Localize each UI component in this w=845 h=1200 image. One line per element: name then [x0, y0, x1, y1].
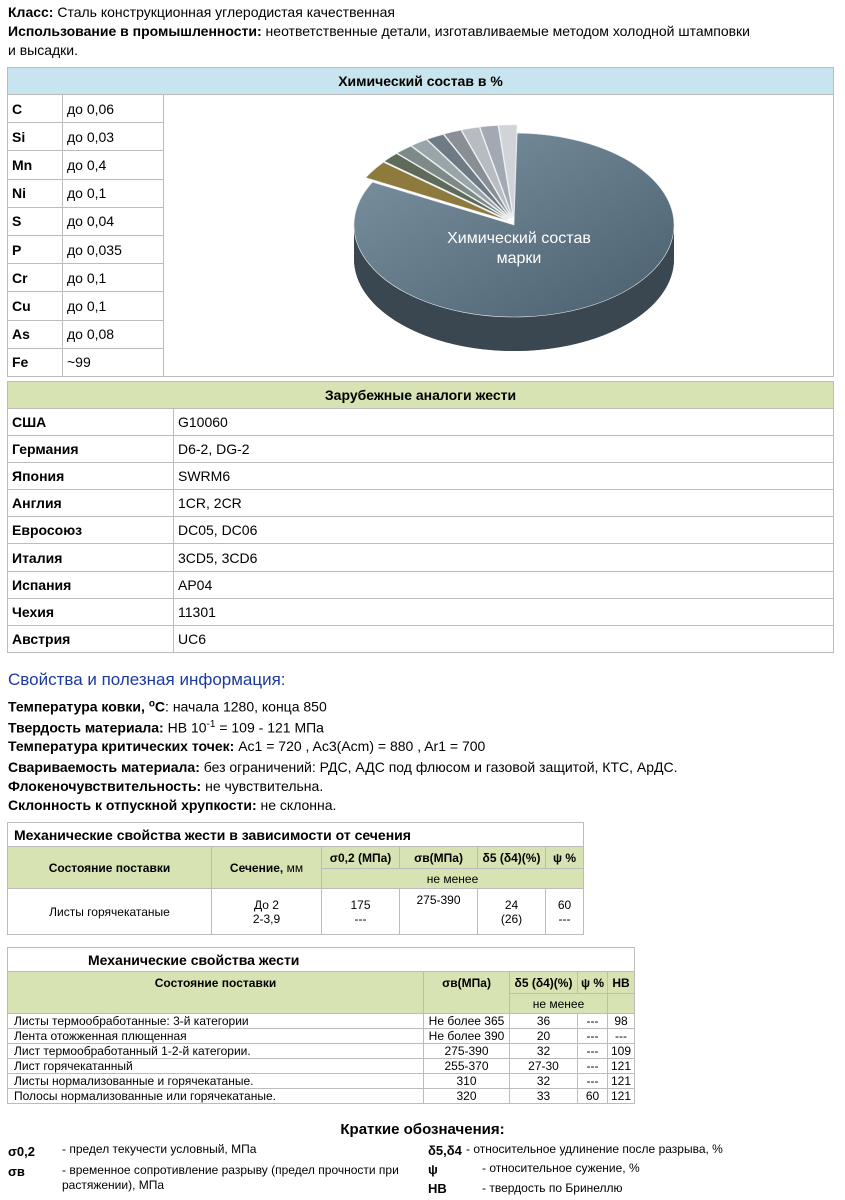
psi-1: 60 — [557, 897, 572, 912]
legend-psi-text: - относительное сужение, % — [482, 1161, 640, 1175]
hardness-value-a: HB 10 — [167, 719, 207, 736]
d-cell: 27-30 — [510, 1059, 578, 1074]
table-row — [8, 1059, 635, 1074]
legend-d-text: - относительное удлинение после разрыва, % — [466, 1142, 723, 1156]
flock-value: не чувствительна. — [205, 778, 324, 794]
value-cell: до 0,4 — [63, 151, 164, 179]
usage-line-2 — [8, 42, 78, 59]
element-cell: Si — [8, 123, 63, 151]
weld-label: Свариваемость материала: — [8, 759, 200, 775]
forging-line: Температура ковки, $^o$С: начала 1280, конца 850 — [8, 698, 327, 715]
state-cell: Полосы нормализованные или горячекатаные. — [8, 1089, 424, 1104]
legend-sv-text-1: - временное сопротивление разрыву (предел прочности при — [62, 1163, 399, 1177]
sv-cell: 275-390 — [424, 1044, 510, 1059]
country-cell: США — [8, 409, 174, 436]
value-cell: до 0,035 — [63, 235, 164, 263]
grade-cell: SWRM6 — [174, 463, 834, 490]
sv-cell: 310 — [424, 1074, 510, 1089]
state-cell: Лист горячекатанный — [8, 1059, 424, 1074]
mech2-h-hb: HB — [608, 972, 635, 994]
mech1-row-d — [478, 889, 546, 935]
mech-properties-table — [7, 947, 635, 1104]
value-cell: до 0,1 — [63, 179, 164, 207]
properties-title: Свойства и полезная информация: — [8, 670, 286, 689]
table-row — [8, 436, 834, 463]
psi-cell: --- — [578, 1074, 608, 1089]
state-cell: Листы нормализованные и горячекатаные. — [8, 1074, 424, 1089]
table-row — [8, 1029, 635, 1044]
chart-label-1: Химический состав — [447, 230, 591, 247]
grade-cell: UC6 — [174, 625, 834, 652]
d-cell: 20 — [510, 1029, 578, 1044]
d-cell: 33 — [510, 1089, 578, 1104]
element-cell: Fe — [8, 348, 63, 376]
class-label: Класс: — [8, 4, 54, 20]
temper-line — [8, 796, 336, 814]
d-cell: 36 — [510, 1014, 578, 1029]
mech2-h-state: Состояние поставки — [8, 972, 424, 1014]
psi-2: --- — [558, 911, 571, 926]
country-cell: Япония — [8, 463, 174, 490]
chemistry-table — [7, 67, 834, 377]
legend-sv-text-2: растяжении), МПа — [62, 1178, 165, 1192]
country-cell: Италия — [8, 544, 174, 571]
mech1-h-state: Состояние поставки — [8, 847, 212, 889]
table-row — [8, 571, 834, 598]
legend-s02-symbol: σ0,2 — [8, 1144, 35, 1159]
d-cell: 32 — [510, 1074, 578, 1089]
country-cell: Англия — [8, 490, 174, 517]
legend-sv-text — [62, 1163, 422, 1193]
element-cell: Cr — [8, 264, 63, 292]
hb-cell: 98 — [608, 1014, 635, 1029]
sv-cell: Не более 365 — [424, 1014, 510, 1029]
grade-cell: DC05, DC06 — [174, 517, 834, 544]
sv-cell: 255-370 — [424, 1059, 510, 1074]
mech1-h-sv: σв(МПа) — [400, 847, 478, 869]
table-row — [8, 1014, 635, 1029]
table-row — [8, 490, 834, 517]
element-cell: C — [8, 95, 63, 123]
mech1-h-psi: ψ % — [546, 847, 584, 869]
hb-cell: 121 — [608, 1089, 635, 1104]
country-cell: Евросоюз — [8, 517, 174, 544]
grade-cell: 3CD5, 3CD6 — [174, 544, 834, 571]
state-cell: Листы термообработанные: 3-й категории — [8, 1014, 424, 1029]
legend-d-symbol: δ5,δ4 — [428, 1143, 462, 1158]
critical-value: Ac1 = 720 , Ac3(Acm) = 880 , Ar1 = 700 — [238, 738, 486, 754]
sv-cell: 320 — [424, 1089, 510, 1104]
mech1-title: Механические свойства жести в зависимости от сечения — [8, 823, 584, 847]
forging-label: Температура ковки, — [8, 698, 145, 715]
value-cell: до 0,08 — [63, 320, 164, 348]
table-row — [8, 598, 834, 625]
country-cell: Германия — [8, 436, 174, 463]
state-cell: Лента отожженная плющенная — [8, 1029, 424, 1044]
element-cell: S — [8, 207, 63, 235]
table-row — [8, 1089, 635, 1104]
sv-cell: Не более 390 — [424, 1029, 510, 1044]
mech1-row-state: Листы горячекатаные — [8, 889, 212, 935]
hb-cell: 121 — [608, 1074, 635, 1089]
chart-label-2: марки — [496, 250, 542, 267]
pie-chart — [164, 95, 832, 373]
country-cell: Чехия — [8, 598, 174, 625]
d-cell: 32 — [510, 1044, 578, 1059]
table-row — [8, 517, 834, 544]
value-cell: до 0,04 — [63, 207, 164, 235]
mech1-row-psi — [546, 889, 584, 935]
hb-cell: --- — [608, 1029, 635, 1044]
mech1-h-s02: σ0,2 (МПа) — [322, 847, 400, 869]
temper-label: Склонность к отпускной хрупкости: — [8, 797, 257, 813]
table-row — [8, 463, 834, 490]
mech2-not-less: не менее — [510, 994, 608, 1014]
usage-value-2: и высадки. — [8, 42, 78, 58]
mech2-title: Механические свойства жести — [8, 948, 635, 972]
mech2-h-sv: σв(МПа) — [424, 972, 510, 1014]
legend-sv-symbol: σв — [8, 1164, 25, 1179]
legend-hb-symbol: HB — [428, 1181, 447, 1196]
d-2: (26) — [500, 911, 523, 926]
hardness-line — [8, 716, 324, 737]
country-cell: Испания — [8, 571, 174, 598]
class-value: Сталь конструкционная углеродистая качественная — [57, 4, 395, 20]
grade-cell: AP04 — [174, 571, 834, 598]
analogs-table — [7, 381, 834, 653]
state-cell: Лист термообработанный 1-2-й категории. — [8, 1044, 424, 1059]
hardness-exp: -1 — [206, 719, 216, 730]
flock-line — [8, 777, 323, 795]
usage-label: Использование в промышленности: — [8, 23, 262, 39]
mech1-h-section — [212, 847, 322, 889]
value-cell: до 0,1 — [63, 264, 164, 292]
weld-value: без ограничений: РДС, АДС под флюсом и газовой защитой, КТС, АрДС. — [203, 759, 678, 775]
mech-section-table — [7, 822, 584, 935]
usage-value: неответственные детали, изготавливаемые методом холодной штамповки — [265, 23, 750, 39]
section-2: 2-3,9 — [252, 911, 281, 926]
usage-line — [8, 23, 750, 40]
table-row — [8, 1074, 635, 1089]
chart-cell — [164, 95, 834, 377]
table-row — [8, 409, 834, 436]
value-cell: до 0,1 — [63, 292, 164, 320]
hb-cell: 121 — [608, 1059, 635, 1074]
legend-psi-symbol: ψ — [428, 1162, 438, 1177]
legend-title: Краткие обозначения: — [340, 1121, 505, 1138]
critical-label: Температура критических точек: — [8, 738, 235, 754]
value-cell: ~99 — [63, 348, 164, 376]
mech1-h-section-label: Сечение, — [229, 860, 284, 875]
grade-cell: 11301 — [174, 598, 834, 625]
s02-1: 175 — [350, 897, 371, 912]
analogs-title: Зарубежные аналоги жести — [8, 382, 834, 409]
section-1: До 2 — [254, 897, 279, 912]
table-row — [8, 889, 584, 935]
grade-cell: G10060 — [174, 409, 834, 436]
psi-cell: --- — [578, 1044, 608, 1059]
mech1-row-s02 — [322, 889, 400, 935]
psi-cell: --- — [578, 1014, 608, 1029]
element-cell: As — [8, 320, 63, 348]
mech1-h-d: δ5 (δ4)(%) — [478, 847, 546, 869]
element-cell: Mn — [8, 151, 63, 179]
grade-cell: D6-2, DG-2 — [174, 436, 834, 463]
flock-label: Флокеночувствительность: — [8, 778, 202, 794]
value-cell: до 0,03 — [63, 123, 164, 151]
hardness-label: Твердость материала: — [8, 719, 164, 736]
table-row — [8, 1044, 635, 1059]
table-row — [8, 95, 834, 123]
hardness-value-b: = 109 - 121 МПа — [219, 719, 324, 736]
element-cell: Ni — [8, 179, 63, 207]
psi-cell: --- — [578, 1059, 608, 1074]
mech1-h-section-unit: мм — [286, 860, 304, 875]
table-row — [8, 544, 834, 571]
mech1-row-section — [212, 889, 322, 935]
hb-cell: 109 — [608, 1044, 635, 1059]
psi-cell: 60 — [578, 1089, 608, 1104]
mech1-row-sv: 275-390 — [400, 889, 478, 935]
legend-s02-text: - предел текучести условный, МПа — [62, 1142, 257, 1156]
element-cell: Cu — [8, 292, 63, 320]
forging-unit: С — [154, 698, 166, 715]
s02-2: --- — [354, 911, 367, 926]
psi-cell: --- — [578, 1029, 608, 1044]
element-cell: P — [8, 235, 63, 263]
chemistry-title: Химический состав в % — [8, 68, 834, 95]
mech2-h-d: δ5 (δ4)(%) — [510, 972, 578, 994]
mech2-h-psi: ψ % — [578, 972, 608, 994]
value-cell: до 0,06 — [63, 95, 164, 123]
weldability-line — [8, 758, 678, 776]
mech1-not-less: не менее — [322, 869, 584, 889]
legend-hb-text: - твердость по Бринеллю — [482, 1181, 623, 1195]
class-line — [8, 4, 395, 21]
critical-points-line — [8, 737, 485, 755]
grade-cell: 1CR, 2CR — [174, 490, 834, 517]
d-1: 24 — [504, 897, 519, 912]
forging-value: : начала 1280, конца 850 — [165, 698, 327, 715]
temper-value: не склонна. — [260, 797, 337, 813]
country-cell: Австрия — [8, 625, 174, 652]
table-row — [8, 625, 834, 652]
